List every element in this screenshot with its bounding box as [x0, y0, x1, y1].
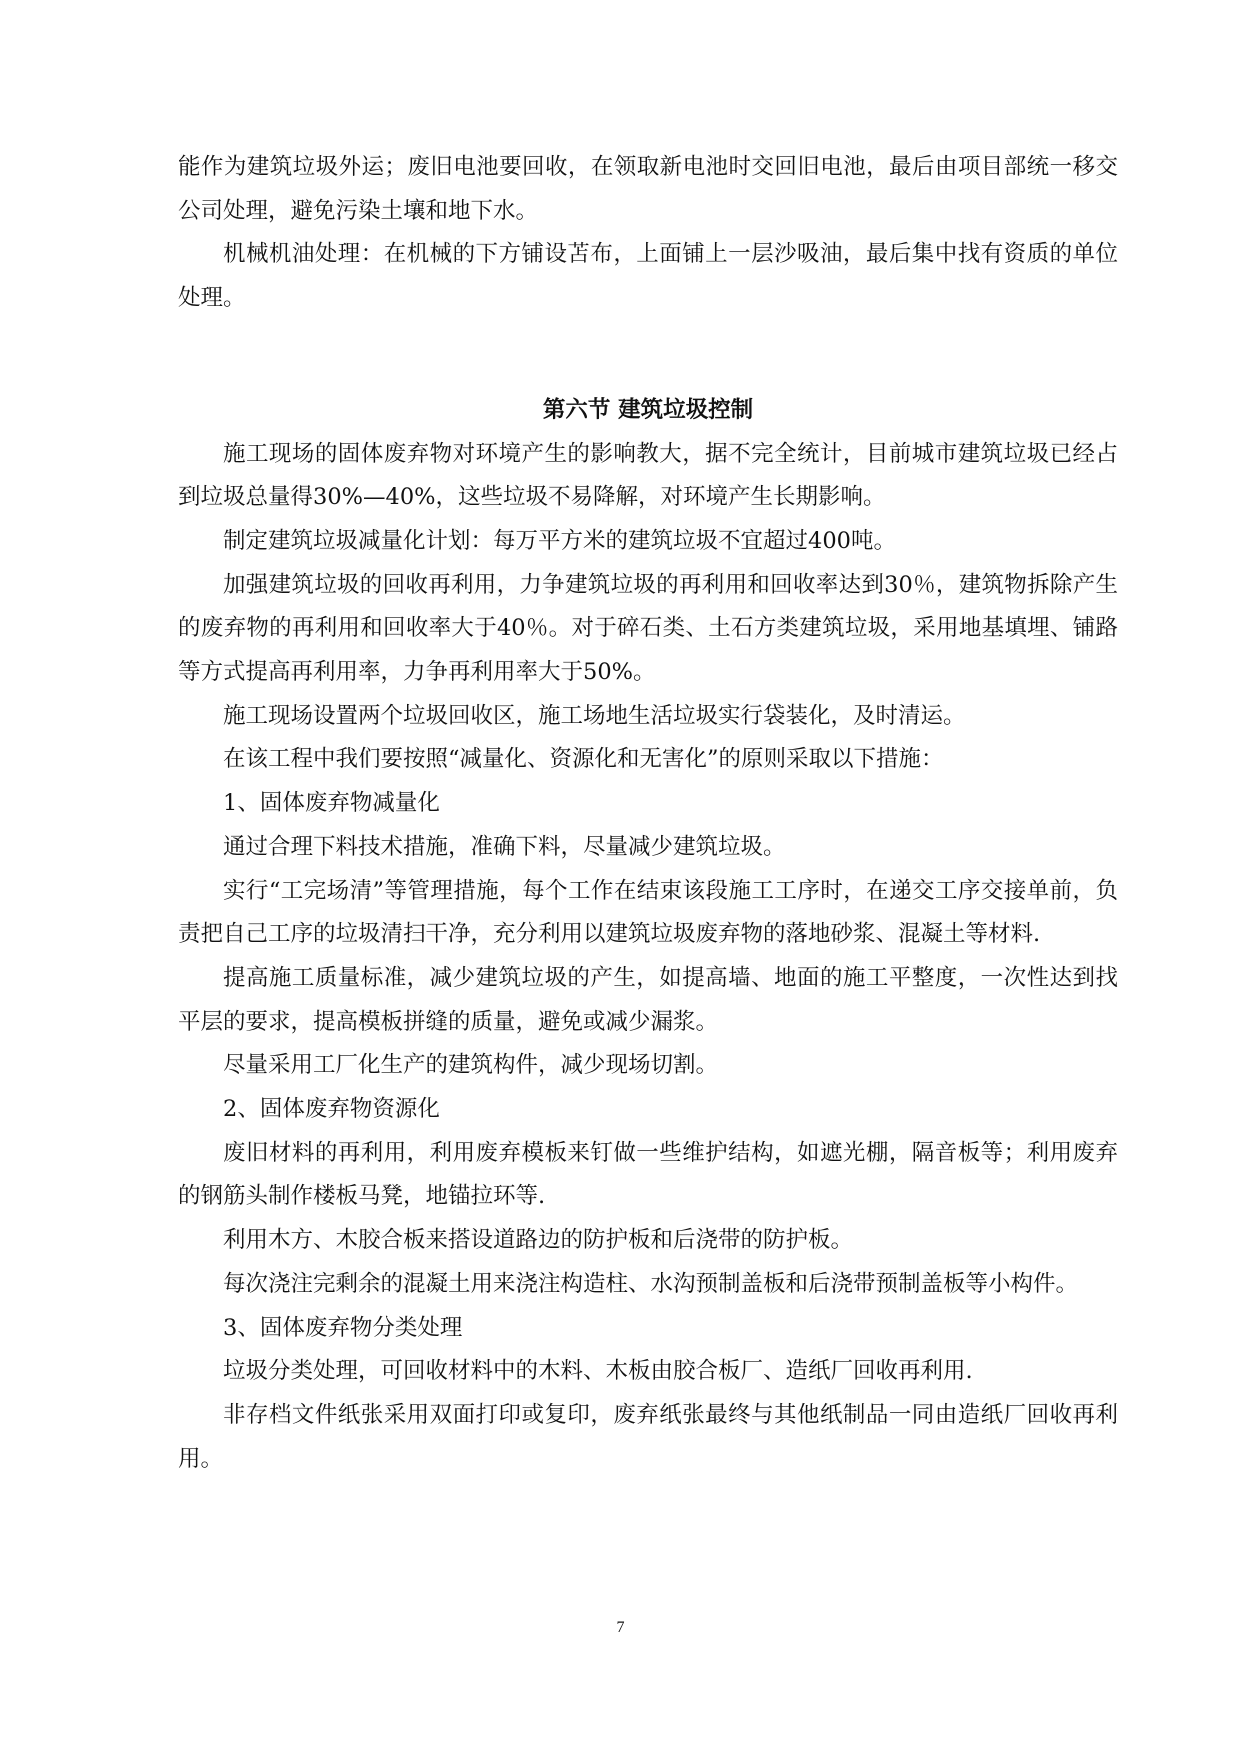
section-paragraph: 废旧材料的再利用，利用废弃模板来钉做一些维护结构，如遮光棚，隔音板等；利用废弃的钢筋头制作楼板马凳，地锚拉环等.	[178, 1139, 1118, 1210]
section-paragraph: 施工现场设置两个垃圾回收区，施工场地生活垃圾实行袋装化，及时清运。	[223, 702, 966, 729]
section-spacer	[178, 321, 1118, 389]
subsection-heading-1: 1、固体废弃物减量化	[223, 790, 440, 817]
section-paragraph: 提高施工质量标准，减少建筑垃圾的产生，如提高墙、地面的施工平整度，一次性达到找平层的要求，提高模板拼缝的质量，避免或减少漏浆。	[178, 964, 1118, 1035]
section-paragraph: 尽量采用工厂化生产的建筑构件，减少现场切割。	[223, 1052, 719, 1079]
document-body	[178, 146, 1118, 1481]
intro-paragraph-2: 机械机油处理：在机械的下方铺设苫布，上面铺上一层沙吸油，最后集中找有资质的单位处理。	[178, 241, 1118, 312]
subsection-heading-2: 2、固体废弃物资源化	[223, 1096, 440, 1123]
subsection-heading-3: 3、固体废弃物分类处理	[223, 1314, 463, 1341]
section-paragraph: 制定建筑垃圾减量化计划：每万平方米的建筑垃圾不宜超过400吨。	[223, 527, 896, 554]
section-paragraph: 加强建筑垃圾的回收再利用，力争建筑垃圾的再利用和回收率达到30％，建筑物拆除产生的废弃物的再利用和回收率大于40％。对于碎石类、土石方类建筑垃圾，采用地基填埋、铺路等方式提高再利用率，力争再利用率大于50%。	[178, 571, 1118, 686]
section-paragraph: 在该工程中我们要按照“减量化、资源化和无害化”的原则采取以下措施：	[223, 746, 944, 773]
section-paragraph: 通过合理下料技术措施，准确下料，尽量减少建筑垃圾。	[223, 833, 786, 860]
section-paragraph: 施工现场的固体废弃物对环境产生的影响教大，据不完全统计，目前城市建筑垃圾已经占到垃圾总量得30%—40%，这些垃圾不易降解，对环境产生长期影响。	[178, 440, 1118, 511]
intro-paragraph-1: 能作为建筑垃圾外运；废旧电池要回收，在领取新电池时交回旧电池，最后由项目部统一移交公司处理，避免污染土壤和地下水。	[178, 154, 1118, 224]
section-paragraph: 每次浇注完剩余的混凝土用来浇注构造柱、水沟预制盖板和后浇带预制盖板等小构件。	[223, 1270, 1079, 1297]
section-paragraph: 垃圾分类处理，可回收材料中的木料、木板由胶合板厂、造纸厂回收再利用.	[223, 1358, 973, 1385]
page-number: 7	[616, 1619, 625, 1636]
section-title: 第六节 建筑垃圾控制	[542, 396, 754, 423]
section-paragraph: 利用木方、木胶合板来搭设道路边的防护板和后浇带的防护板。	[223, 1227, 854, 1254]
section-paragraph: 实行“工完场清”等管理措施，每个工作在结束该段施工工序时，在递交工序交接单前，负责把自己工序的垃圾清扫干净，充分利用以建筑垃圾废弃物的落地砂浆、混凝土等材料.	[178, 877, 1118, 948]
section-paragraph: 非存档文件纸张采用双面打印或复印，废弃纸张最终与其他纸制品一同由造纸厂回收再利用。	[178, 1401, 1118, 1472]
